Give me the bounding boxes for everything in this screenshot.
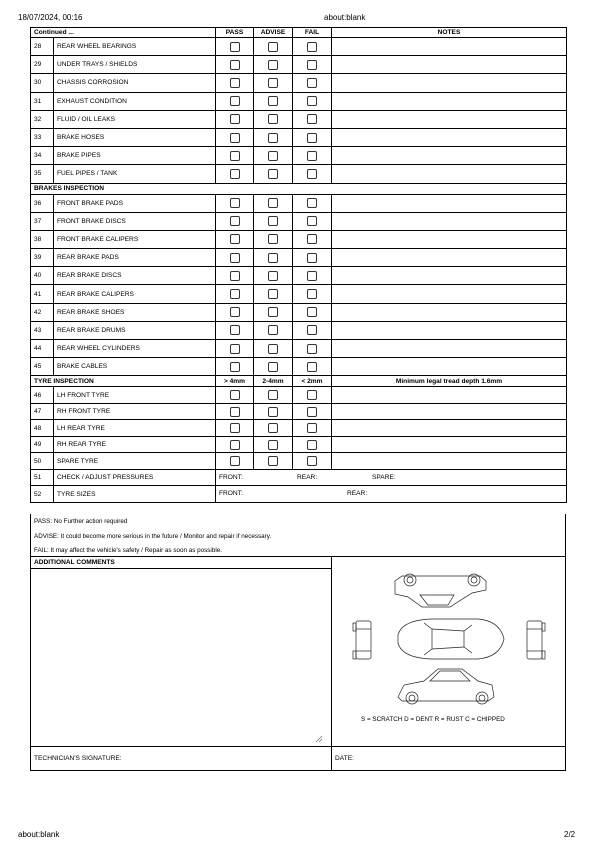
col1-checkbox[interactable] xyxy=(230,198,240,208)
notes-field[interactable] xyxy=(332,56,567,74)
item-number: 31 xyxy=(31,92,54,110)
brakes-section xyxy=(31,183,567,194)
notes-field[interactable] xyxy=(332,285,567,303)
item-label: FUEL PIPES / TANK xyxy=(54,165,216,183)
col2-cell xyxy=(254,165,293,183)
col3-cell xyxy=(293,165,332,183)
col2-cell xyxy=(254,321,293,339)
table-row xyxy=(31,285,567,303)
inspection-table xyxy=(30,27,566,503)
col1-cell xyxy=(216,420,254,437)
col3-cell xyxy=(293,420,332,437)
col2-checkbox[interactable] xyxy=(268,253,278,263)
col1-checkbox[interactable] xyxy=(230,271,240,281)
notes-field[interactable] xyxy=(332,453,567,470)
col3-cell xyxy=(293,285,332,303)
col2-checkbox[interactable] xyxy=(268,133,278,143)
spare-pressure-label: SPARE: xyxy=(372,473,396,481)
col3-checkbox[interactable] xyxy=(307,407,317,417)
col2-cell xyxy=(254,358,293,376)
col2-cell xyxy=(254,436,293,453)
col3-cell xyxy=(293,212,332,230)
col3-cell xyxy=(293,38,332,56)
col1-checkbox[interactable] xyxy=(230,216,240,226)
item-number: 47 xyxy=(31,403,54,420)
comments-section xyxy=(30,556,566,771)
item-number: 30 xyxy=(31,74,54,92)
date-label: DATE: xyxy=(335,755,354,762)
col1-cell xyxy=(216,212,254,230)
col1-checkbox[interactable] xyxy=(230,151,240,161)
col1-cell xyxy=(216,56,254,74)
item-label: UNDER TRAYS / SHIELDS xyxy=(54,56,216,74)
col2-checkbox[interactable] xyxy=(268,60,278,70)
tyre-sizes-fields[interactable] xyxy=(216,486,567,503)
table-row xyxy=(31,165,567,183)
damage-key: S = SCRATCH D = DENT R = RUST C = CHIPPED xyxy=(361,716,505,723)
item-label: CHASSIS CORROSION xyxy=(54,74,216,92)
notes-field[interactable] xyxy=(332,436,567,453)
col2-cell xyxy=(254,267,293,285)
pass-header: PASS xyxy=(216,28,254,38)
table-row xyxy=(31,212,567,230)
print-url: about:blank xyxy=(324,13,366,22)
col2-cell xyxy=(254,403,293,420)
notes-field[interactable] xyxy=(332,38,567,56)
col3-cell xyxy=(293,453,332,470)
col1-cell xyxy=(216,249,254,267)
col1-cell xyxy=(216,110,254,128)
advise-header: ADVISE xyxy=(254,28,293,38)
notes-field[interactable] xyxy=(332,403,567,420)
col2-checkbox[interactable] xyxy=(268,407,278,417)
item-number: 44 xyxy=(31,340,54,358)
col2-checkbox[interactable] xyxy=(268,151,278,161)
table-row xyxy=(31,249,567,267)
item-number: 50 xyxy=(31,453,54,470)
table-row xyxy=(31,147,567,165)
col1-cell xyxy=(216,453,254,470)
col3-checkbox[interactable] xyxy=(307,151,317,161)
col1-cell xyxy=(216,267,254,285)
pressures-fields[interactable] xyxy=(216,469,567,486)
legend-advise: ADVISE: It could become more serious in the future / Monitor and repair if necessary. xyxy=(30,529,566,544)
car-rear-icon xyxy=(527,621,545,659)
col3-cell xyxy=(293,74,332,92)
col2-checkbox[interactable] xyxy=(268,271,278,281)
col2-cell xyxy=(254,92,293,110)
page-number: 2/2 xyxy=(564,830,576,839)
item-label: CHECK / ADJUST PRESSURES xyxy=(54,469,216,486)
item-number: 28 xyxy=(31,38,54,56)
col3-cell xyxy=(293,267,332,285)
item-number: 52 xyxy=(31,486,54,503)
col1-checkbox[interactable] xyxy=(230,456,240,466)
item-number: 45 xyxy=(31,358,54,376)
notes-field[interactable] xyxy=(332,387,567,404)
col2-cell xyxy=(254,387,293,404)
col1-checkbox[interactable] xyxy=(230,234,240,244)
col2-checkbox[interactable] xyxy=(268,169,278,179)
col3-cell xyxy=(293,147,332,165)
item-number: 39 xyxy=(31,249,54,267)
col1-checkbox[interactable] xyxy=(230,60,240,70)
table-row xyxy=(31,128,567,146)
car-side-top-icon xyxy=(395,574,486,607)
col1-checkbox[interactable] xyxy=(230,390,240,400)
col3-checkbox[interactable] xyxy=(307,253,317,263)
item-label: REAR WHEEL CYLINDERS xyxy=(54,340,216,358)
col2-cell xyxy=(254,128,293,146)
notes-field[interactable] xyxy=(332,165,567,183)
col3-checkbox[interactable] xyxy=(307,114,317,124)
rear-size-label: REAR: xyxy=(347,490,368,498)
fail-header: FAIL xyxy=(293,28,332,38)
col3-checkbox[interactable] xyxy=(307,325,317,335)
col3-checkbox[interactable] xyxy=(307,390,317,400)
item-label: BRAKE HOSES xyxy=(54,128,216,146)
col3-checkbox[interactable] xyxy=(307,423,317,433)
car-side-bottom-icon xyxy=(398,669,494,704)
item-label: FRONT BRAKE PADS xyxy=(54,194,216,212)
item-label: FRONT BRAKE CALIPERS xyxy=(54,230,216,248)
item-number: 37 xyxy=(31,212,54,230)
col2-checkbox[interactable] xyxy=(268,114,278,124)
col1-cell xyxy=(216,403,254,420)
front-size-label: FRONT: xyxy=(219,490,243,498)
table-row xyxy=(31,453,567,470)
item-label: REAR BRAKE PADS xyxy=(54,249,216,267)
col3-cell xyxy=(293,358,332,376)
brakes-section-title: BRAKES INSPECTION xyxy=(31,183,567,194)
col3-checkbox[interactable] xyxy=(307,344,317,354)
col3-cell xyxy=(293,403,332,420)
col1-checkbox[interactable] xyxy=(230,344,240,354)
col3-cell xyxy=(293,92,332,110)
notes-field[interactable] xyxy=(332,110,567,128)
col1-checkbox[interactable] xyxy=(230,133,240,143)
item-number: 35 xyxy=(31,165,54,183)
pressures-row xyxy=(31,469,567,486)
col3-cell xyxy=(293,340,332,358)
table-header xyxy=(31,28,567,38)
technician-signature-label: TECHNICIAN'S SIGNATURE: xyxy=(34,755,122,762)
col1-checkbox[interactable] xyxy=(230,362,240,372)
item-label: BRAKE PIPES xyxy=(54,147,216,165)
col3-checkbox[interactable] xyxy=(307,169,317,179)
col2-checkbox[interactable] xyxy=(268,289,278,299)
continued-label: Continued ... xyxy=(31,28,216,38)
col2-cell xyxy=(254,249,293,267)
item-number: 43 xyxy=(31,321,54,339)
additional-comments-textarea[interactable] xyxy=(31,569,331,746)
col2-cell xyxy=(254,303,293,321)
table-row xyxy=(31,194,567,212)
tread-under-2mm-header: < 2mm xyxy=(293,376,332,387)
table-row xyxy=(31,92,567,110)
table-row xyxy=(31,436,567,453)
col1-cell xyxy=(216,38,254,56)
col1-cell xyxy=(216,92,254,110)
col2-cell xyxy=(254,212,293,230)
col1-checkbox[interactable] xyxy=(230,325,240,335)
notes-field[interactable] xyxy=(332,321,567,339)
item-label: TYRE SIZES xyxy=(54,486,216,503)
col1-checkbox[interactable] xyxy=(230,169,240,179)
item-label: RH REAR TYRE xyxy=(54,436,216,453)
col1-cell xyxy=(216,340,254,358)
legend-fail: FAIL: It may affect the vehicle's safety / Repair as soon as possible. xyxy=(30,543,566,558)
col1-cell xyxy=(216,147,254,165)
notes-field[interactable] xyxy=(332,267,567,285)
col1-checkbox[interactable] xyxy=(230,307,240,317)
item-number: 40 xyxy=(31,267,54,285)
col1-cell xyxy=(216,387,254,404)
col2-checkbox[interactable] xyxy=(268,325,278,335)
col1-checkbox[interactable] xyxy=(230,96,240,106)
col3-cell xyxy=(293,230,332,248)
col3-checkbox[interactable] xyxy=(307,440,317,450)
item-label: EXHAUST CONDITION xyxy=(54,92,216,110)
col3-cell xyxy=(293,387,332,404)
item-label: REAR BRAKE DISCS xyxy=(54,267,216,285)
col1-cell xyxy=(216,230,254,248)
item-label: LH FRONT TYRE xyxy=(54,387,216,404)
col2-cell xyxy=(254,110,293,128)
col2-cell xyxy=(254,74,293,92)
col2-checkbox[interactable] xyxy=(268,423,278,433)
tyre-section xyxy=(31,376,567,387)
notes-field[interactable] xyxy=(332,303,567,321)
col3-checkbox[interactable] xyxy=(307,362,317,372)
col2-checkbox[interactable] xyxy=(268,440,278,450)
print-datetime: 18/07/2024, 00:16 xyxy=(18,13,83,22)
item-number: 42 xyxy=(31,303,54,321)
col1-cell xyxy=(216,436,254,453)
notes-field[interactable] xyxy=(332,194,567,212)
additional-comments-title: ADDITIONAL COMMENTS xyxy=(31,557,331,569)
col3-checkbox[interactable] xyxy=(307,133,317,143)
notes-field[interactable] xyxy=(332,249,567,267)
item-number: 34 xyxy=(31,147,54,165)
col3-checkbox[interactable] xyxy=(307,234,317,244)
item-label: REAR WHEEL BEARINGS xyxy=(54,38,216,56)
col3-checkbox[interactable] xyxy=(307,307,317,317)
table-row xyxy=(31,303,567,321)
notes-field[interactable] xyxy=(332,212,567,230)
col2-cell xyxy=(254,194,293,212)
item-number: 49 xyxy=(31,436,54,453)
col3-cell xyxy=(293,249,332,267)
notes-field[interactable] xyxy=(332,358,567,376)
table-row xyxy=(31,38,567,56)
col2-checkbox[interactable] xyxy=(268,216,278,226)
table-row xyxy=(31,321,567,339)
table-row xyxy=(31,358,567,376)
col1-checkbox[interactable] xyxy=(230,440,240,450)
col2-cell xyxy=(254,420,293,437)
col2-cell xyxy=(254,56,293,74)
item-label: FLUID / OIL LEAKS xyxy=(54,110,216,128)
resize-handle-icon[interactable] xyxy=(315,735,323,743)
additional-comments xyxy=(31,557,332,746)
notes-field[interactable] xyxy=(332,147,567,165)
col1-cell xyxy=(216,321,254,339)
notes-header: NOTES xyxy=(332,28,567,38)
table-row xyxy=(31,230,567,248)
col2-checkbox[interactable] xyxy=(268,42,278,52)
col1-cell xyxy=(216,303,254,321)
item-label: FRONT BRAKE DISCS xyxy=(54,212,216,230)
item-label: RH FRONT TYRE xyxy=(54,403,216,420)
item-number: 29 xyxy=(31,56,54,74)
col2-checkbox[interactable] xyxy=(268,234,278,244)
col1-cell xyxy=(216,128,254,146)
tyre-sizes-row xyxy=(31,486,567,503)
table-row xyxy=(31,403,567,420)
col3-cell xyxy=(293,56,332,74)
item-number: 46 xyxy=(31,387,54,404)
col1-checkbox[interactable] xyxy=(230,114,240,124)
col2-checkbox[interactable] xyxy=(268,307,278,317)
notes-field[interactable] xyxy=(332,74,567,92)
col2-checkbox[interactable] xyxy=(268,198,278,208)
col3-checkbox[interactable] xyxy=(307,456,317,466)
col2-cell xyxy=(254,340,293,358)
legend-pass: PASS: No Further action required xyxy=(30,514,566,529)
table-row xyxy=(31,74,567,92)
item-number: 32 xyxy=(31,110,54,128)
front-pressure-label: FRONT: xyxy=(219,473,243,481)
col3-checkbox[interactable] xyxy=(307,198,317,208)
item-label: SPARE TYRE xyxy=(54,453,216,470)
footer-url: about:blank xyxy=(18,830,60,839)
col3-cell xyxy=(293,194,332,212)
col3-cell xyxy=(293,128,332,146)
col2-checkbox[interactable] xyxy=(268,344,278,354)
item-number: 51 xyxy=(31,469,54,486)
notes-field[interactable] xyxy=(332,92,567,110)
col2-cell xyxy=(254,453,293,470)
col2-cell xyxy=(254,147,293,165)
car-front-icon xyxy=(353,621,371,659)
col1-cell xyxy=(216,285,254,303)
table-row xyxy=(31,387,567,404)
col1-checkbox[interactable] xyxy=(230,78,240,88)
col3-checkbox[interactable] xyxy=(307,42,317,52)
tyre-section-title: TYRE INSPECTION xyxy=(31,376,216,387)
notes-field[interactable] xyxy=(332,420,567,437)
col2-cell xyxy=(254,285,293,303)
tread-over-4mm-header: > 4mm xyxy=(216,376,254,387)
col1-checkbox[interactable] xyxy=(230,423,240,433)
item-label: BRAKE CABLES xyxy=(54,358,216,376)
col3-cell xyxy=(293,436,332,453)
table-row xyxy=(31,267,567,285)
table-row xyxy=(31,110,567,128)
car-top-icon xyxy=(398,619,504,659)
notes-field[interactable] xyxy=(332,128,567,146)
item-label: REAR BRAKE SHOES xyxy=(54,303,216,321)
table-row xyxy=(31,56,567,74)
item-label: REAR BRAKE DRUMS xyxy=(54,321,216,339)
col3-cell xyxy=(293,110,332,128)
col1-checkbox[interactable] xyxy=(230,407,240,417)
col3-checkbox[interactable] xyxy=(307,96,317,106)
col3-checkbox[interactable] xyxy=(307,60,317,70)
col3-checkbox[interactable] xyxy=(307,216,317,226)
signature-row xyxy=(31,746,565,771)
item-number: 48 xyxy=(31,420,54,437)
col3-checkbox[interactable] xyxy=(307,271,317,281)
item-number: 38 xyxy=(31,230,54,248)
col1-checkbox[interactable] xyxy=(230,289,240,299)
item-number: 33 xyxy=(31,128,54,146)
col1-cell xyxy=(216,194,254,212)
tread-depth-note: Minimum legal tread depth 1.6mm xyxy=(332,376,567,387)
rear-pressure-label: REAR: xyxy=(297,473,318,481)
item-label: LH REAR TYRE xyxy=(54,420,216,437)
notes-field[interactable] xyxy=(332,230,567,248)
col1-checkbox[interactable] xyxy=(230,253,240,263)
table-row xyxy=(31,420,567,437)
col3-checkbox[interactable] xyxy=(307,289,317,299)
col2-checkbox[interactable] xyxy=(268,96,278,106)
col2-cell xyxy=(254,38,293,56)
tread-2-4mm-header: 2-4mm xyxy=(254,376,293,387)
item-number: 36 xyxy=(31,194,54,212)
col1-checkbox[interactable] xyxy=(230,42,240,52)
col2-checkbox[interactable] xyxy=(268,456,278,466)
item-label: REAR BRAKE CALIPERS xyxy=(54,285,216,303)
notes-field[interactable] xyxy=(332,340,567,358)
item-number: 41 xyxy=(31,285,54,303)
col1-cell xyxy=(216,358,254,376)
table-row xyxy=(31,340,567,358)
col2-checkbox[interactable] xyxy=(268,362,278,372)
col2-checkbox[interactable] xyxy=(268,78,278,88)
col1-cell xyxy=(216,74,254,92)
col3-cell xyxy=(293,303,332,321)
col3-cell xyxy=(293,321,332,339)
col3-checkbox[interactable] xyxy=(307,78,317,88)
col1-cell xyxy=(216,165,254,183)
col2-checkbox[interactable] xyxy=(268,390,278,400)
col2-cell xyxy=(254,230,293,248)
